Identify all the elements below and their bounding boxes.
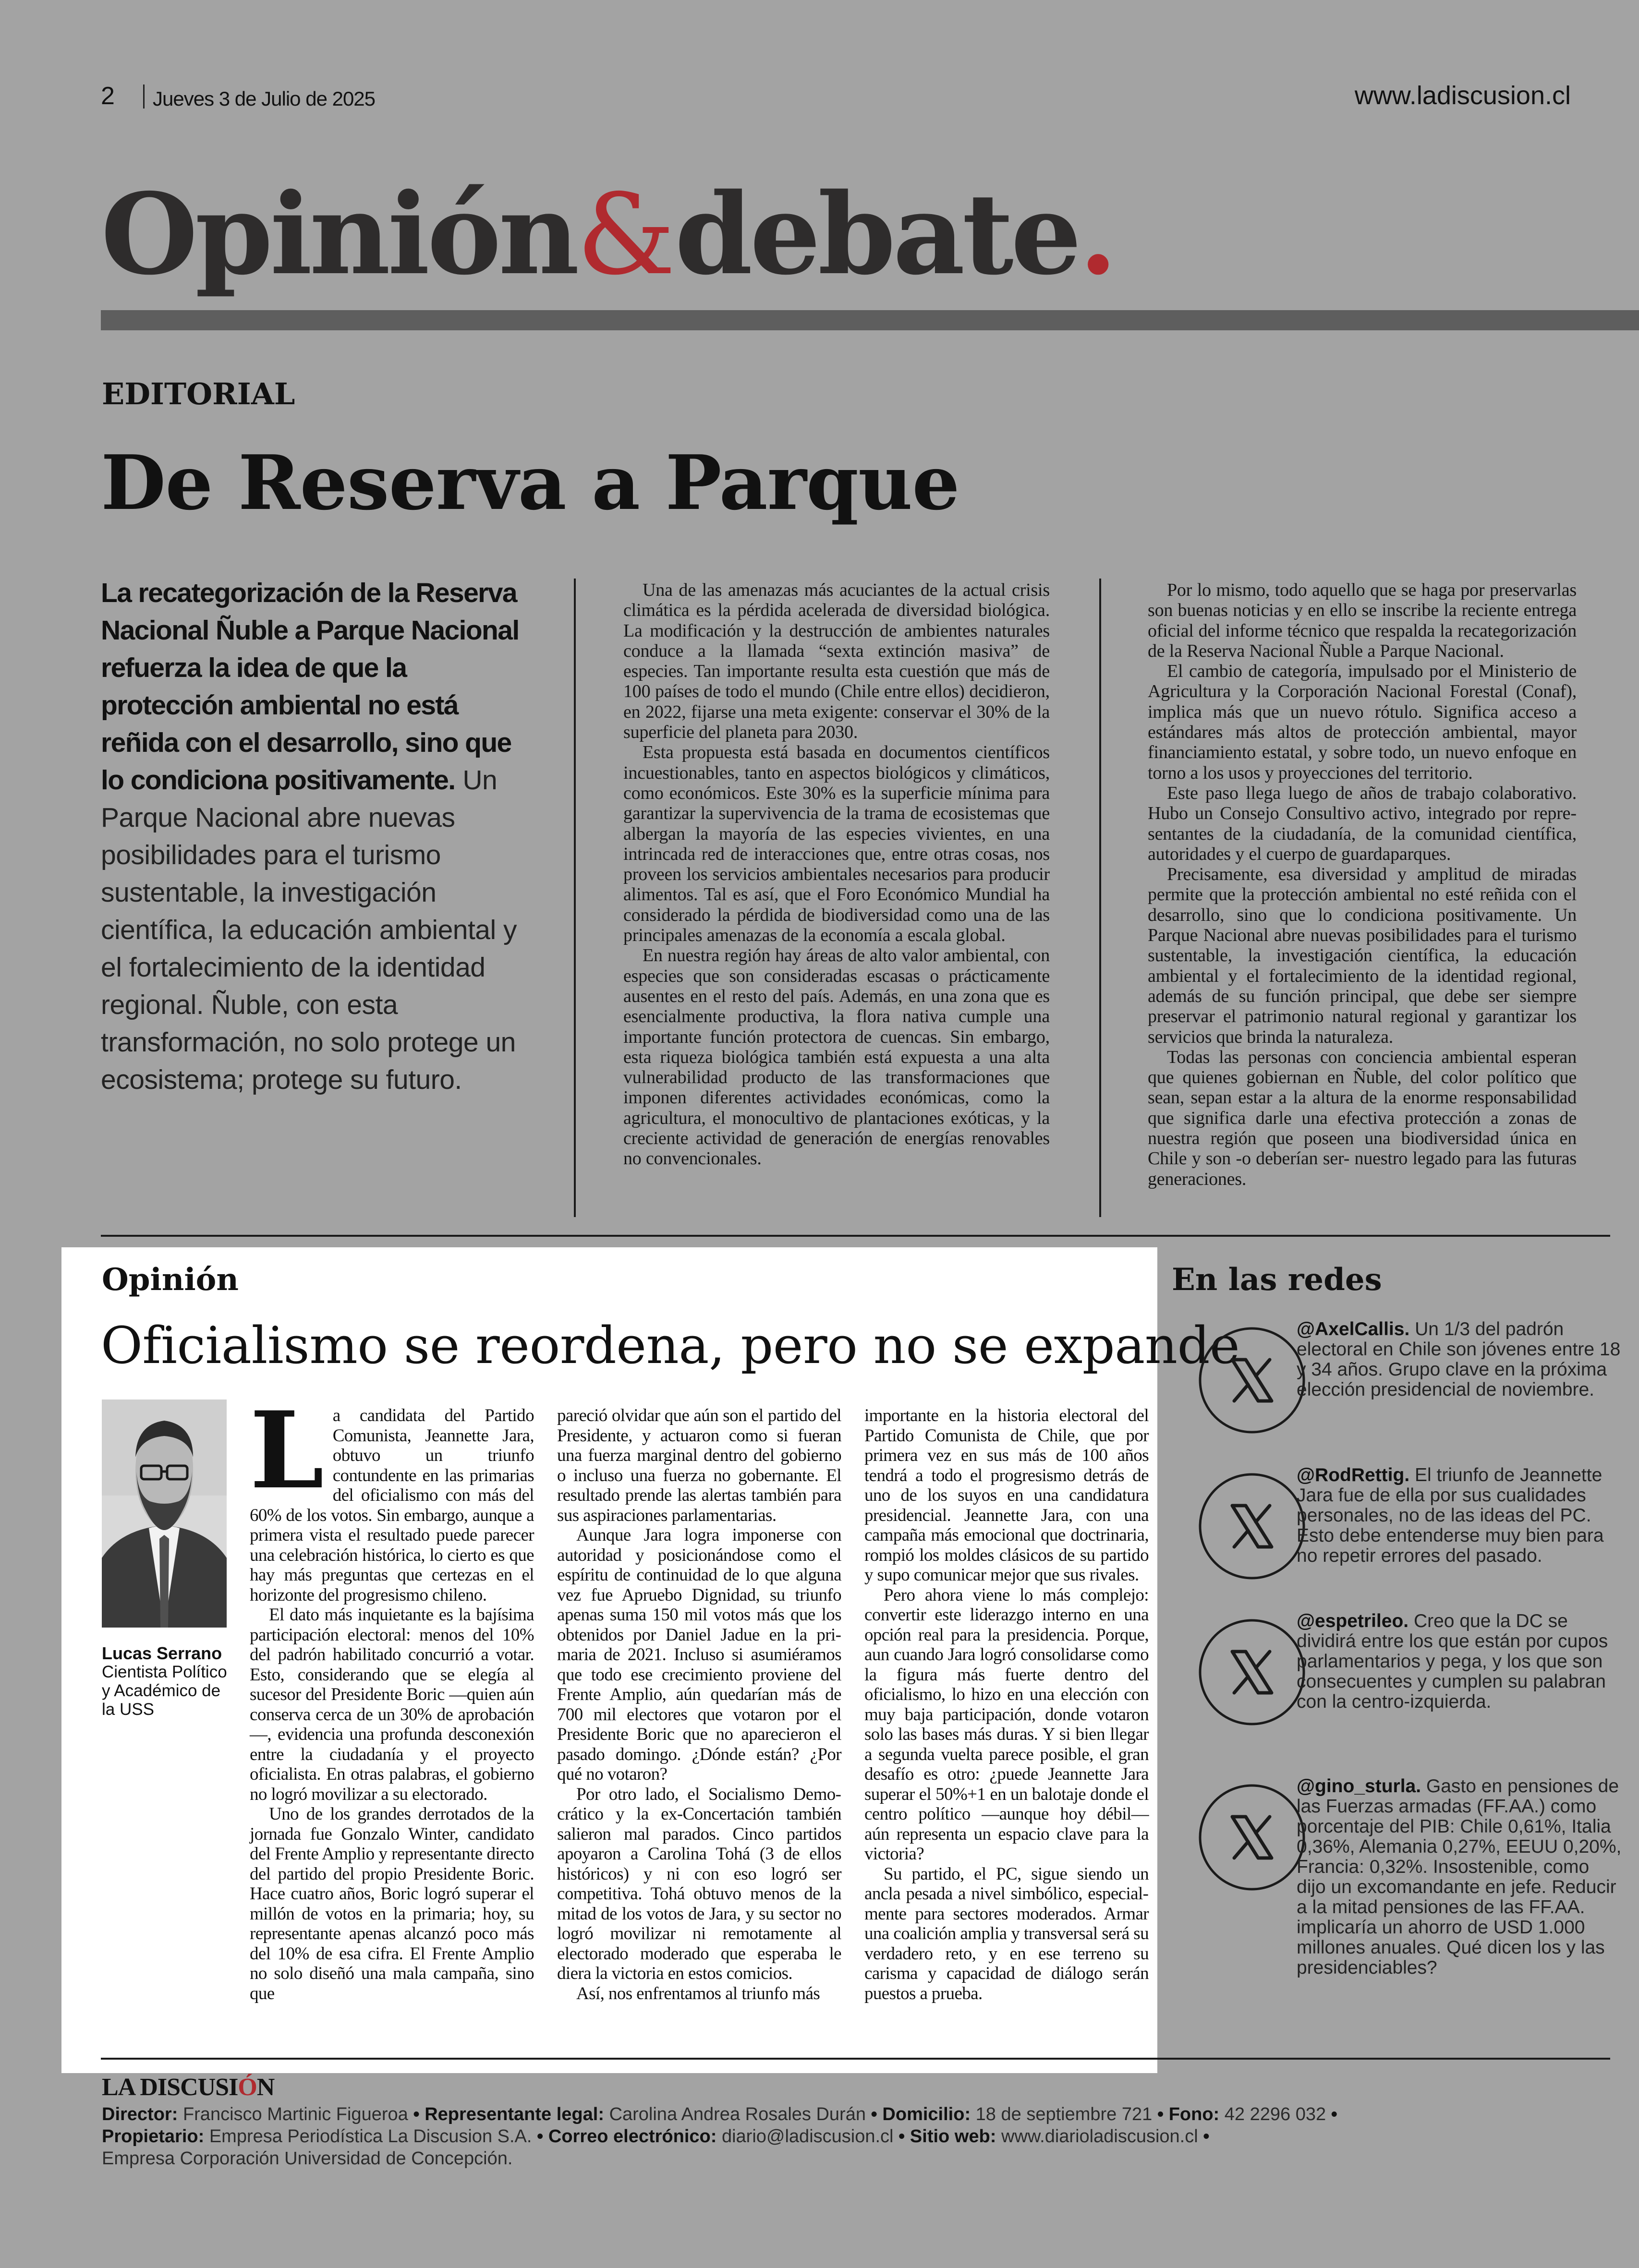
section-band bbox=[101, 310, 1639, 330]
drop-cap: L bbox=[250, 1388, 324, 1512]
brand-dot: . bbox=[1079, 169, 1115, 300]
masthead-line: Propietario: Empresa Periodística La Discusion S.A. • Correo electrónico: diario@ladiscusion.cl • Sitio web: www.diarioladiscusion.cl • bbox=[102, 2126, 1210, 2147]
website-link[interactable]: www.diarioladiscusion.cl bbox=[1001, 2126, 1198, 2147]
author-role: Cientista Político y Académico de la USS bbox=[102, 1663, 227, 1719]
director-name: Francisco Martinic Figueroa bbox=[182, 2104, 408, 2124]
social-handle[interactable]: @gino_sturla. bbox=[1297, 1776, 1421, 1797]
paragraph: Pero ahora viene lo más complejo: convertir este liderazgo interno en una opción real para la presidencia. Porque, aun cuando Jara logró consolidarse como la figura más fuerte dentro del oficialismo, lo hizo en una elección con muy baja participación, donde votaron solo las bases más duras. Y si bien llegar a segunda vuelta parece posible, el gran desafío es otro: ¿puede Jeannette Jara superar el 50%+1 en un balotaje donde el centro político —aunque hoy débil— aún representa un espacio clave para la victoria? bbox=[864, 1585, 1149, 1864]
editorial-lead bbox=[101, 574, 538, 1098]
brand-ampersand: & bbox=[576, 170, 675, 300]
label: Propietario: bbox=[102, 2126, 205, 2147]
logo-text: LA DISCUSI bbox=[102, 2074, 238, 2101]
paragraph: Por lo mismo, todo aquello que se haga por preservarlas son buenas noticias y en ello se inscribe la reciente entrega oficial del informe técnico que respalda la recategorización de la Reserva Nacional Ñuble a Parque Nacional. bbox=[1148, 580, 1577, 661]
section-brand-title bbox=[101, 169, 1115, 300]
opinion-column-1 bbox=[250, 1388, 534, 2003]
paragraph: El cambio de categoría, impulsado por el Ministerio de Agricultura y la Corporación Nacional Forestal (Conaf), implica más que un nuevo rótulo. Significa acceso a estándares más altos de protección ambiental, mayor financiamiento estatal, y sobre todo, un nuevo enfoque en torno a los usos y proyecciones del territorio. bbox=[1148, 661, 1577, 783]
header-divider bbox=[143, 84, 145, 109]
author-photo bbox=[102, 1399, 227, 1628]
masthead-line: Empresa Corporación Universidad de Concepción. bbox=[102, 2148, 513, 2169]
address: 18 de septiembre 721 bbox=[975, 2104, 1153, 2124]
page-number: 2 bbox=[101, 82, 115, 110]
label: Domicilio: bbox=[882, 2104, 971, 2124]
paragraph: El dato más inquietante es la bajísima participación electoral: menos del 10% del padrón habilitado concurrió a votar. Esto, considerando que se elegía al sucesor del Presidente Boric —quien aún conserva cerca de un 30% de aprobación—, evidencia una profunda desconexión entre la ciudadanía y el proyecto oficialista. En otras palabras, el gobierno no logró movilizar a su electorado. bbox=[250, 1605, 534, 1804]
editorial-column-2 bbox=[623, 580, 1050, 1169]
paragraph: a candidata del Partido Comunista, Jeannette Jara, obtuvo un triunfo contundente en las primarias del oficialismo con más del 60% de los votos. Sin embargo, aunque a primera vista el resultado puede parecer una celebración histórica, lo cierto es que hay más preguntas que certezas en el horizonte del progresismo chileno. bbox=[250, 1406, 534, 1605]
opinion-column-3 bbox=[864, 1406, 1149, 2003]
paragraph: Por otro lado, el Socialismo Democrático y la ex-Concertación también salieron mal parados. Cinco partidos apoyaron a Carolina Tohá (3 de ellos históricos) y ni con eso logró ser competitiva. Tohá obtuvo menos de la mitad de los votos de Jara, y su sector no logró movilizar ni remotamente al electorado moderado que esperaba le diera la victoria en estos comicios. bbox=[557, 1784, 841, 1983]
social-post-text bbox=[1297, 1611, 1623, 1712]
paragraph: Una de las amenazas más acuciantes de la actual crisis climática es la pérdida acelerada de diversidad biológica. La modificación y la destrucción de ambientes naturales conduce a la llamada “sexta extinción masiva” de especies. Tan importante resulta esta cuestión que más de 100 países de todo el mundo (Chile entre ellos) decidieron, en 2022, fijarse una meta exigente: conservar el 30% de la superficie del planeta para 2030. bbox=[623, 580, 1050, 743]
paragraph: Así, nos enfrentamos al triunfo más bbox=[576, 1983, 820, 2003]
label: Sitio web: bbox=[910, 2126, 996, 2147]
paragraph: Su partido, el PC, sigue siendo un ancla pesada a nivel simbólico, especialmente para sectores moderados. Armar una coalición amplia y transversal será su verdadero reto, y en ese terreno su carisma y capacidad de diálogo serán puestos a prueba. bbox=[864, 1864, 1149, 2003]
paragraph: Esta propuesta está basada en documentos científicos incuestionables, tanto en aspectos biológicos y climáticos, como económicos. Este 30% es la superficie mínima para garantizar la supervivencia de la trama de ecosistemas que albergan la mayoría de las especies vivientes, en una intrincada red de interacciones que, entre otras cosas, nos proveen los servicios ambientales necesarios para producir alimentos. Tal es así, que el Foro Económico Mundial ha considerado la pérdida de biodiversidad como una de las principales amenazas de la economía a escala global. bbox=[623, 742, 1050, 946]
social-handle[interactable]: @AxelCallis. bbox=[1297, 1319, 1410, 1339]
brand-word-debate: debate bbox=[675, 169, 1079, 300]
newspaper-logo bbox=[102, 2073, 274, 2101]
x-logo-icon[interactable] bbox=[1198, 1326, 1306, 1435]
label: Correo electrónico: bbox=[548, 2126, 717, 2147]
editorial-lead-bold: La recategorización de la Reserva Nacional Ñuble a Parque Nacional refuerza la idea de que la protección ambiental no está reñida con el desarrollo, sino que lo condiciona positivamente. bbox=[101, 578, 519, 796]
author-byline bbox=[102, 1644, 231, 1719]
paragraph: Este paso llega luego de años de trabajo colaborativo. Hubo un Consejo Consultivo activo, integrado por representantes de la ciudadanía, de la comunidad científica, autoridades y el cuerpo de guardaparques. bbox=[1148, 783, 1577, 864]
paragraph: Uno de los grandes derrotados de la jornada fue Gonzalo Winter, candidato del Frente Amplio y representante directo del partido del propio Presidente Boric. Hace cuatro años, Boric logró superar el millón de votos en la primaria; hoy, su representante apenas alcanzó poco más del 10% de esa cifra. El Frente Amplio no solo diseñó una mala campaña, sino que bbox=[250, 1804, 534, 2003]
social-post-body: Un 1/3 del padrón electoral en Chile son jóvenes entre 18 y 34 años. Grupo clave en la próxima elección presidencial de noviembre. bbox=[1297, 1319, 1621, 1400]
social-section-title: En las redes bbox=[1172, 1262, 1382, 1298]
column-divider bbox=[574, 579, 576, 1217]
label: Representante legal: bbox=[425, 2104, 604, 2124]
paragraph: Precisamente, esa diversidad y amplitud de miradas permite que la protección ambiental no esté reñida con el desarrollo, sino que lo condiciona positivamente. Un Parque Nacional abre nuevas posibilidades para el turismo sustentable, la investigación científica, la educación ambiental y el fortalecimiento de la identidad regional, además de su función principal, que debe ser siempre preservar el patrimonio natural regional y garantizar los servicios que brinda la naturaleza. bbox=[1148, 864, 1577, 1047]
social-post-body: Gasto en pensiones de las Fuerzas armadas (FF.AA.) como porcentaje del PIB: Chile 0,61%, Italia 0,36%, Alemania 0,27%, EEUU 0,20%, Francia: 0,32%. Insostenible, como dijo un excomandante en jefe. Reducir a la mitad pensiones de las FF.AA. implicaría un ahorro de USD 1.000 millones anuales. Qué dicen los y las presidenciables? bbox=[1297, 1776, 1622, 1978]
column-divider bbox=[1099, 579, 1101, 1217]
opinion-kicker: Opinión bbox=[102, 1262, 239, 1298]
opinion-headline: Oficialismo se reordena, pero no se expande bbox=[101, 1316, 1240, 1375]
social-post-text bbox=[1297, 1465, 1623, 1566]
author-name: Lucas Serrano bbox=[102, 1643, 222, 1663]
label: Fono: bbox=[1168, 2104, 1220, 2124]
x-logo-icon[interactable] bbox=[1198, 1783, 1306, 1892]
website-link[interactable]: www.ladiscusion.cl bbox=[1354, 81, 1571, 110]
editorial-kicker: EDITORIAL bbox=[102, 376, 295, 411]
label: Director: bbox=[102, 2104, 178, 2124]
social-post-text bbox=[1297, 1319, 1623, 1400]
logo-text-end: N bbox=[256, 2074, 275, 2101]
social-post-body: El triunfo de Jeannette Jara fue de ella por sus cualidades personales, no de las ideas del PC. Esto debe entenderse muy bien para no repetir errores del pasado. bbox=[1297, 1465, 1604, 1566]
x-logo-icon[interactable] bbox=[1198, 1618, 1306, 1726]
social-handle[interactable]: @RodRettig. bbox=[1297, 1465, 1410, 1485]
brand-word-opinion: Opinión bbox=[101, 169, 577, 300]
phone: 42 2296 032 bbox=[1224, 2104, 1326, 2124]
editorial-column-3 bbox=[1148, 580, 1577, 1189]
editorial-headline: De Reserva a Parque bbox=[101, 439, 959, 527]
issue-date: Jueves 3 de Julio de 2025 bbox=[153, 87, 376, 110]
social-handle[interactable]: @espetrileo. bbox=[1297, 1611, 1409, 1631]
social-post-body: Creo que la DC se dividirá entre los que están por cupos parlamentarios y pega, y los que son consecuentes y cumplen su palabran con la centro-izquierda. bbox=[1297, 1611, 1608, 1712]
logo-accent: Ó bbox=[238, 2074, 257, 2101]
email-link[interactable]: diario@ladiscusion.cl bbox=[721, 2126, 894, 2147]
paragraph: pareció olvidar que aún son el partido del Presidente, y actuaron como si fueran una fuerza marginal dentro del gobierno o incluso una fuerza no gobernante. El resultado prende las alertas también para sus aspiraciones parlamentarias. bbox=[557, 1406, 841, 1525]
x-logo-icon[interactable] bbox=[1198, 1472, 1306, 1580]
masthead-line: Director: Francisco Martinic Figueroa • Representante legal: Carolina Andrea Rosales Durán • Domicilio: 18 de septiembre 721 • Fono: 42 2296 032 • bbox=[102, 2104, 1337, 2124]
paragraph: En nuestra región hay áreas de alto valor ambiental, con especies que son consideradas escasas o prácticamente ausentes en el resto del país. Además, en una zona que es esencialmente productiva, la flora nativa cumple una importante función protectora de cuencas. Sin embargo, esta riqueza biológica también está expuesta a una alta vulnerabilidad producto de las transformaciones que imponen diferentes actividades económicas, como la agricultura, el monocultivo de plantaciones exóticas, y la creciente actividad de generación de energías renovables no convencionales. bbox=[623, 945, 1050, 1169]
editorial-lead-regular: Un Parque Nacional abre nuevas posibilidades para el turismo sustentable, la investigación científica, la educación ambiental y el fortalecimiento de la identidad regional. Ñuble, con esta transformación, no solo protege un ecosistema; protege su futuro. bbox=[101, 765, 517, 1095]
section-divider bbox=[101, 1235, 1610, 1237]
paragraph: Aunque Jara logra imponerse con autoridad y posicionándose como el espíritu de continuidad de lo que alguna vez fue Apruebo Dignidad, su triunfo apenas suma 150 mil votos más que los obtenidos por Daniel Jadue en la primaria de 2021. Incluso si asumiéramos que todo ese crecimiento proviene del Frente Amplio, aún quedarían más de 700 mil electores que votaron por el Presidente Boric que no aparecieron el pasado domingo. ¿Dónde están? ¿Por qué no votaron? bbox=[557, 1525, 841, 1784]
owner: Empresa Periodística La Discusion S.A. bbox=[209, 2126, 532, 2147]
footer-divider bbox=[101, 2058, 1610, 2060]
legal-rep-name: Carolina Andrea Rosales Durán bbox=[609, 2104, 866, 2124]
paragraph: Todas las personas con conciencia ambiental esperan que quienes gobiernan en Ñuble, del color político que sean, sepan estar a la altura de la enorme responsabilidad que significa darle una efectiva protección a zonas de nuestra región que poseen una biodiversidad única en Chile y son -o deberían ser- nuestro legado para las futuras generaciones. bbox=[1148, 1047, 1577, 1189]
paragraph: importante en la historia electoral del Partido Comunista de Chile, que por primera vez en sus más de 100 años tendrá a todo el progresismo detrás de uno de los suyos en una candidatura presidencial. Jeannette Jara, con una campaña más emocional que doctrinaria, rompió los moldes clásicos de su partido y supo comunicar mejor que sus rivales. bbox=[864, 1406, 1149, 1585]
opinion-column-2 bbox=[557, 1406, 841, 2003]
social-post-text bbox=[1297, 1776, 1623, 1978]
